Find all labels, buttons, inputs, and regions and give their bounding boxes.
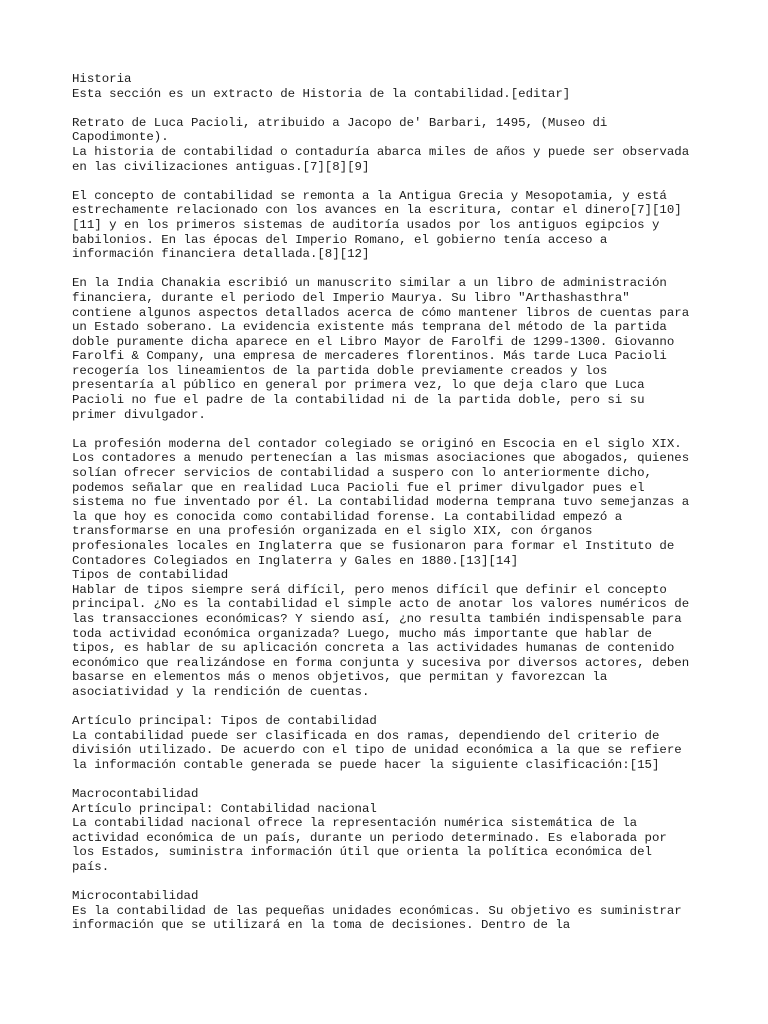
text-line: basarse en elementos más o menos objetivos, que permitan y favorezcan la [72,670,608,685]
text-line [72,700,712,715]
text-line: en las civilizaciones antiguas.[7][8][9] [72,159,370,174]
text-line: Artículo principal: Tipos de contabilidad [72,714,377,729]
text-line: podemos señalar que en realidad Luca Pacioli fue el primer divulgador pues el [72,480,645,495]
text-line: [11] y en los primeros sistemas de auditoría usados por los antiguos egipcios y [72,217,660,232]
text-line: Pacioli no fue el padre de la contabilidad ni de la partida doble, pero si su [72,393,645,408]
text-line: solían ofrecer servicios de contabilidad a suspero con lo anteriormente dicho, [72,466,652,481]
text-line: Retrato de Luca Pacioli, atribuido a Jacopo de' Barbari, 1495, (Museo di [72,115,608,130]
text-line: El concepto de contabilidad se remonta a la Antigua Grecia y Mesopotamia, y está [72,188,667,203]
text-line: información financiera detallada.[8][12] [72,247,370,262]
text-line: Artículo principal: Contabilidad nacional [72,801,377,816]
text-line: profesionales locales en Inglaterra que se fusionaron para formar el Instituto de [72,539,675,553]
text-line: primer divulgador. [72,407,206,422]
text-line [72,422,712,437]
text-line: Esta sección es un extracto de Historia de la contabilidad.[editar] [72,86,571,101]
text-line: contiene algunos aspectos detallados acerca de cómo mantener libros de cuentas para [72,305,690,320]
text-line: Historia [72,72,132,86]
text-line: actividad económica de un país, durante un periodo determinado. Es elaborada por [72,830,667,845]
text-line: estrechamente relacionado con los avances en la escritura, contar el dinero[7][10] [72,203,682,218]
text-line: La contabilidad puede ser clasificada en dos ramas, dependiendo del criterio de [72,728,660,743]
text-line: Farolfi & Company, una empresa de mercaderes florentinos. Más tarde Luca Pacioli [72,349,667,364]
text-line: presentaría al público en general por primera vez, lo que deja claro que Luca [72,378,645,393]
text-line: financiera, durante el periodo del Imperio Maurya. Su libro "Arthashasthra" [72,290,630,305]
text-line: recogería los lineamientos de la partida doble previamente creados y los [72,363,608,378]
text-line: Microcontabilidad [72,889,199,904]
text-line: tipos, es hablar de su aplicación concreta a las actividades humanas de contenido [72,641,675,656]
text-line [72,773,712,788]
text-line: Contadores Colegiados en Inglaterra y Gales en 1880.[13][14] [72,553,519,568]
text-line [72,262,712,277]
text-line: Capodimonte). [72,130,169,145]
text-line: principal. ¿No es la contabilidad el simple acto de anotar los valores numéricos de [72,597,690,612]
text-line: las transacciones económicas? Y siendo así, ¿no resulta también indispensable para [72,611,682,626]
text-line: división utilizado. De acuerdo con el tipo de unidad económica a la que se refiere [72,743,682,758]
text-line: información que se utilizará en la toma de decisiones. Dentro de la [72,918,571,933]
text-line: la información contable generada se puede hacer la siguiente clasificación:[15] [72,757,660,772]
text-line [72,174,712,189]
text-line: babilonios. En las épocas del Imperio Romano, el gobierno tenía acceso a [72,232,608,247]
text-line: La profesión moderna del contador colegiado se originó en Escocia en el siglo XIX. [72,436,682,451]
document-body [72,72,712,933]
text-line: Los contadores a menudo pertenecían a las mismas asociaciones que abogados, quienes [72,451,690,466]
text-line: la que hoy es conocida como contabilidad forense. La contabilidad empezó a [72,509,623,524]
text-line: toda actividad económica organizada? Luego, mucho más importante que hablar de [72,626,652,641]
text-line: país. [72,860,110,875]
text-line: los Estados, suministra información útil que orienta la política económica del [72,845,652,860]
text-line: económico que realizándose en forma conjunta y sucesiva por diversos actores, deben [72,655,690,670]
text-line: Macrocontabilidad [72,787,199,802]
text-line: asociatividad y la rendición de cuentas. [72,684,370,699]
text-line: Es la contabilidad de las pequeñas unidades económicas. Su objetivo es suministrar [72,903,682,918]
text-line: En la India Chanakia escribió un manuscrito similar a un libro de administración [72,276,667,291]
text-line: sistema no fue inventado por él. La contabilidad moderna temprana tuvo semejanzas a [72,495,690,510]
text-line: transformarse en una profesión organizada en el siglo XIX, con órganos [72,524,593,539]
text-line: Tipos de contabilidad [72,568,229,583]
text-line [72,101,712,116]
text-line: La historia de contabilidad o contaduría abarca miles de años y puede ser observada [72,144,690,159]
text-line: La contabilidad nacional ofrece la representación numérica sistemática de la [72,816,638,831]
text-line: doble puramente dicha aparece en el Libro Mayor de Farolfi de 1299-1300. Giovanno [72,334,675,349]
text-line: un Estado soberano. La evidencia existente más temprana del método de la partida [72,320,667,335]
text-line [72,875,712,890]
text-line: Hablar de tipos siempre será difícil, pero menos difícil que definir el concepto [72,582,667,597]
